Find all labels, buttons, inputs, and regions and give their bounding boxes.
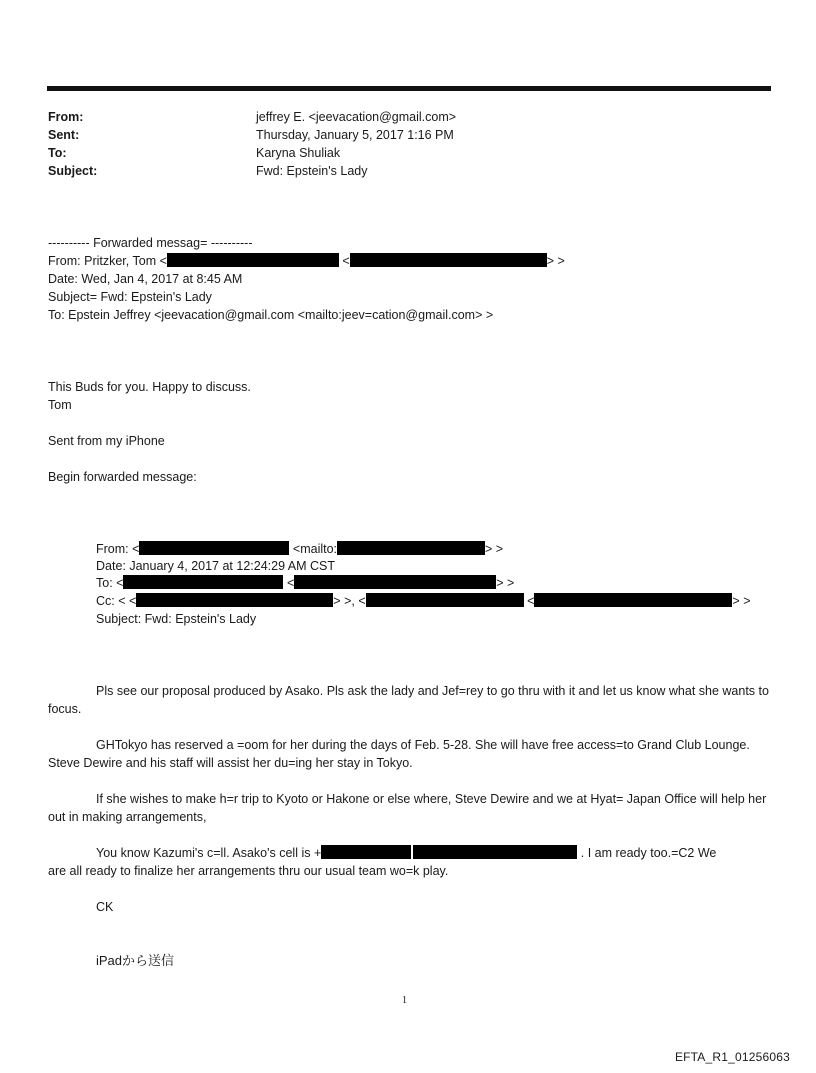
forward2-cc-line [96, 592, 751, 610]
email-header [48, 108, 768, 188]
forward1-from-end: > > [546, 254, 565, 268]
sent-value: Thursday, January 5, 2017 1:16 PM [256, 128, 454, 142]
redaction-block [167, 253, 339, 267]
forward2-date: Date: January 4, 2017 at 12:24:29 AM CST [96, 559, 336, 573]
forward2-cc-end: > > [732, 594, 751, 608]
sent-from-line: Sent from my iPhone [48, 434, 165, 448]
forward2-to-line [96, 574, 514, 592]
forward2-from-end: > > [485, 542, 504, 556]
to-label: To: [48, 146, 67, 160]
signature: CK [96, 900, 114, 914]
message-paragraph-3 [48, 790, 773, 826]
redaction-block [534, 593, 732, 607]
forward2-to-prefix: To: < [96, 576, 124, 590]
forward1-from-line [48, 252, 565, 270]
redaction-block [139, 541, 289, 555]
message-paragraph-1-text: Pls see our proposal produced by Asako. Pls ask the lady and Jef=rey to go thru with it and let us know what she wants to focus. [48, 684, 769, 716]
redaction-block [337, 541, 485, 555]
forward2-cc-mid2: < [527, 594, 535, 608]
begin-forwarded-line: Begin forwarded message: [48, 470, 197, 484]
message-paragraph-4-text-a: You know Kazumi's c=ll. Asako's cell is + [96, 846, 322, 860]
forward2-from-prefix: From: < [96, 542, 140, 556]
forward2-from-line [96, 540, 503, 558]
from-label: From: [48, 110, 84, 124]
message-paragraph-3-text: If she wishes to make h=r trip to Kyoto or Hakone or else where, Steve Dewire and we at Hyat= Japan Office will help her out in making arrangements, [48, 792, 767, 824]
message-paragraph-1 [48, 682, 773, 718]
forward2-from-mid: <mailto: [292, 542, 338, 556]
message-paragraph-2 [48, 736, 773, 772]
header-rule [47, 86, 771, 91]
to-value: Karyna Shuliak [256, 146, 341, 160]
subject-label: Subject: [48, 164, 98, 178]
redaction-block [294, 575, 496, 589]
redaction-block [413, 845, 577, 859]
forward1-from-prefix: From: Pritzker, Tom < [48, 254, 167, 268]
redaction-block [136, 593, 333, 607]
redaction-block [321, 845, 411, 859]
redaction-block [123, 575, 283, 589]
forward1-from-mid: < [342, 254, 350, 268]
forward2-cc-prefix: Cc: < < [96, 594, 137, 608]
subject-value: Fwd: Epstein's Lady [256, 164, 368, 178]
sent-label: Sent: [48, 128, 80, 142]
document-id: EFTA_R1_01256063 [674, 1050, 790, 1064]
message-paragraph-2-text: GHTokyo has reserved a =oom for her during the days of Feb. 5-28. She will have free access=to Grand Club Lounge. Steve Dewire and his staff will assist her du=ing her stay in Tokyo. [48, 738, 750, 770]
redaction-block [350, 253, 547, 267]
body-line-1: This Buds for you. Happy to discuss. [48, 380, 251, 394]
forward1-to: To: Epstein Jeffrey <jeevacation@gmail.com <mailto:jeev=cation@gmail.com> > [48, 308, 494, 322]
message-paragraph-4-line-2: are all ready to finalize her arrangements thru our usual team wo=k play. [48, 864, 449, 878]
from-value: jeffrey E. <jeevacation@gmail.com> [256, 110, 457, 124]
page-number: 1 [402, 995, 407, 1006]
forward2-subject: Subject: Fwd: Epstein's Lady [96, 612, 257, 626]
forward1-date: Date: Wed, Jan 4, 2017 at 8:45 AM [48, 272, 243, 286]
ipad-signature: iPadから送信 [96, 953, 175, 968]
forward2-to-end: > > [496, 576, 515, 590]
forward2-cc-mid1: > >, < [333, 594, 366, 608]
forward1-subject: Subject= Fwd: Epstein's Lady [48, 290, 212, 304]
forward2-to-mid: < [286, 576, 295, 590]
redaction-block [366, 593, 524, 607]
message-paragraph-4-text-b: . I am ready too.=C2 We [580, 846, 717, 860]
body-line-2: Tom [48, 398, 72, 412]
message-paragraph-4-line-1 [96, 844, 716, 862]
forward-banner: ---------- Forwarded messag= ---------- [48, 236, 253, 250]
